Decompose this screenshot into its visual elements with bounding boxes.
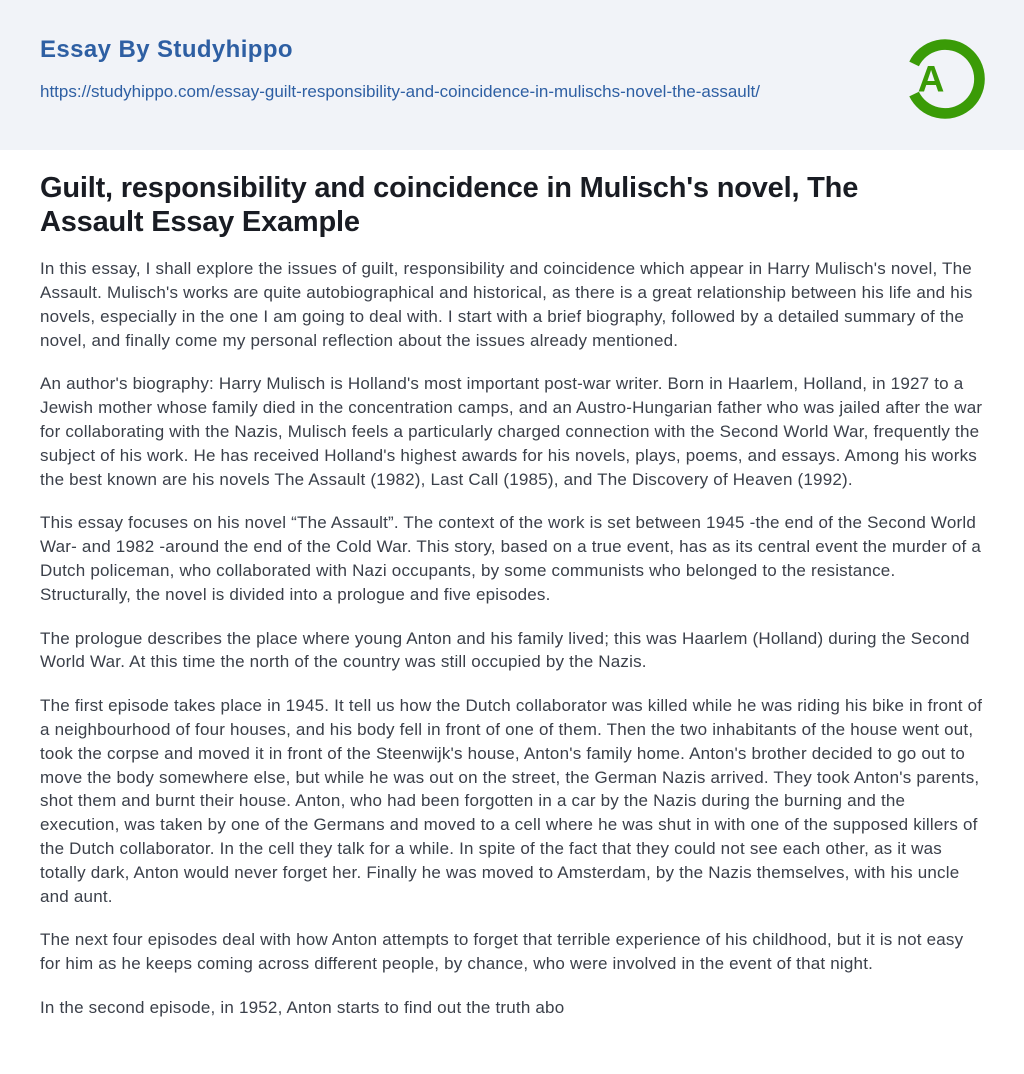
article-paragraph-2: An author's biography: Harry Mulisch is Holland's most important post-war writer. Born in Haarlem, Holland, in 1927 to a Jewish mother whose family died in the concentration camps, and an Austro-Hungarian father who was jailed after the war for collaborating with the Nazis, Mulisch feels a particularly charged connection with the Second World War, frequently the subject of his work. He has received Holland's highest awards for his novels, plays, poems, and essays. Among his works the best known are his novels The Assault (1982), Last Call (1985), and The Discovery of Heaven (1992). [40,374,983,489]
article-paragraph-5: The first episode takes place in 1945. It tell us how the Dutch collaborator was killed while he was riding his bike in front of a neighbourhood of four houses, and his body fell in front of one of them. Then the two inhabitants of the house went out, took the corpse and moved it in front of the Steenwijk's house, Anton's family home. Anton's brother decided to go out to move the body somewhere else, but while he was out on the street, the German Nazis arrived. They took Anton's parents, shot them and burnt their house. Anton, who had been forgotten in a car by the Nazis during the burning and the execution, was taken by one of the Germans and moved to a cell where he was shut in with one of the supposed killers of the Dutch collaborator. In the cell they talk for a while. In spite of the fact that they could not see each other, as it was totally dark, Anton would never forget her. Finally he was moved to Amsterdam, by the Nazis themselves, with his uncle and aunt. [40,696,983,906]
page-url-link[interactable]: https://studyhippo.com/essay-guilt-responsibility-and-coincidence-in-mulischs-novel-the-assault/ [40,81,760,101]
article-title: Guilt, responsibility and coincidence in Mulisch's novel, The Assault Essay Example [40,172,859,238]
studyhippo-logo-icon [904,38,986,120]
article-paragraph-4: The prologue describes the place where young Anton and his family lived; this was Haarlem (Holland) during the Second World War. At this time the north of the country was still occupied by the Nazis. [40,628,970,672]
article-paragraph-1: In this essay, I shall explore the issues of guilt, responsibility and coincidence which appear in Harry Mulisch's novel, The Assault. Mulisch's works are quite autobiographical and historical, as there is a great relationship between his life and his novels, especially in the one I am going to deal with. I start with a brief biography, followed by a detailed summary of the novel, and finally come my personal reflection about the issues already mentioned. [40,259,973,350]
site-title: Essay By Studyhippo [40,36,293,63]
page-header [0,0,1024,150]
header-text-block [40,36,760,104]
article-paragraph-7: In the second episode, in 1952, Anton starts to find out the truth abo [40,997,565,1017]
article-paragraph-6: The next four episodes deal with how Anton attempts to forget that terrible experience of his childhood, but it is not easy for him as he keeps coming across different people, by chance, who were involved in the event of that night. [40,930,964,974]
article-paragraph-3: This essay focuses on his novel “The Assault”. The context of the work is set between 1945 -the end of the Second World War- and 1982 -around the end of the Cold War. This story, based on a true event, has as its central event the murder of a Dutch policeman, who collaborated with Nazi occupants, by some communists who belonged to the resistance. Structurally, the novel is divided into a prologue and five episodes. [40,513,982,604]
logo-letter: A [917,58,945,100]
article-content [0,150,1024,1020]
